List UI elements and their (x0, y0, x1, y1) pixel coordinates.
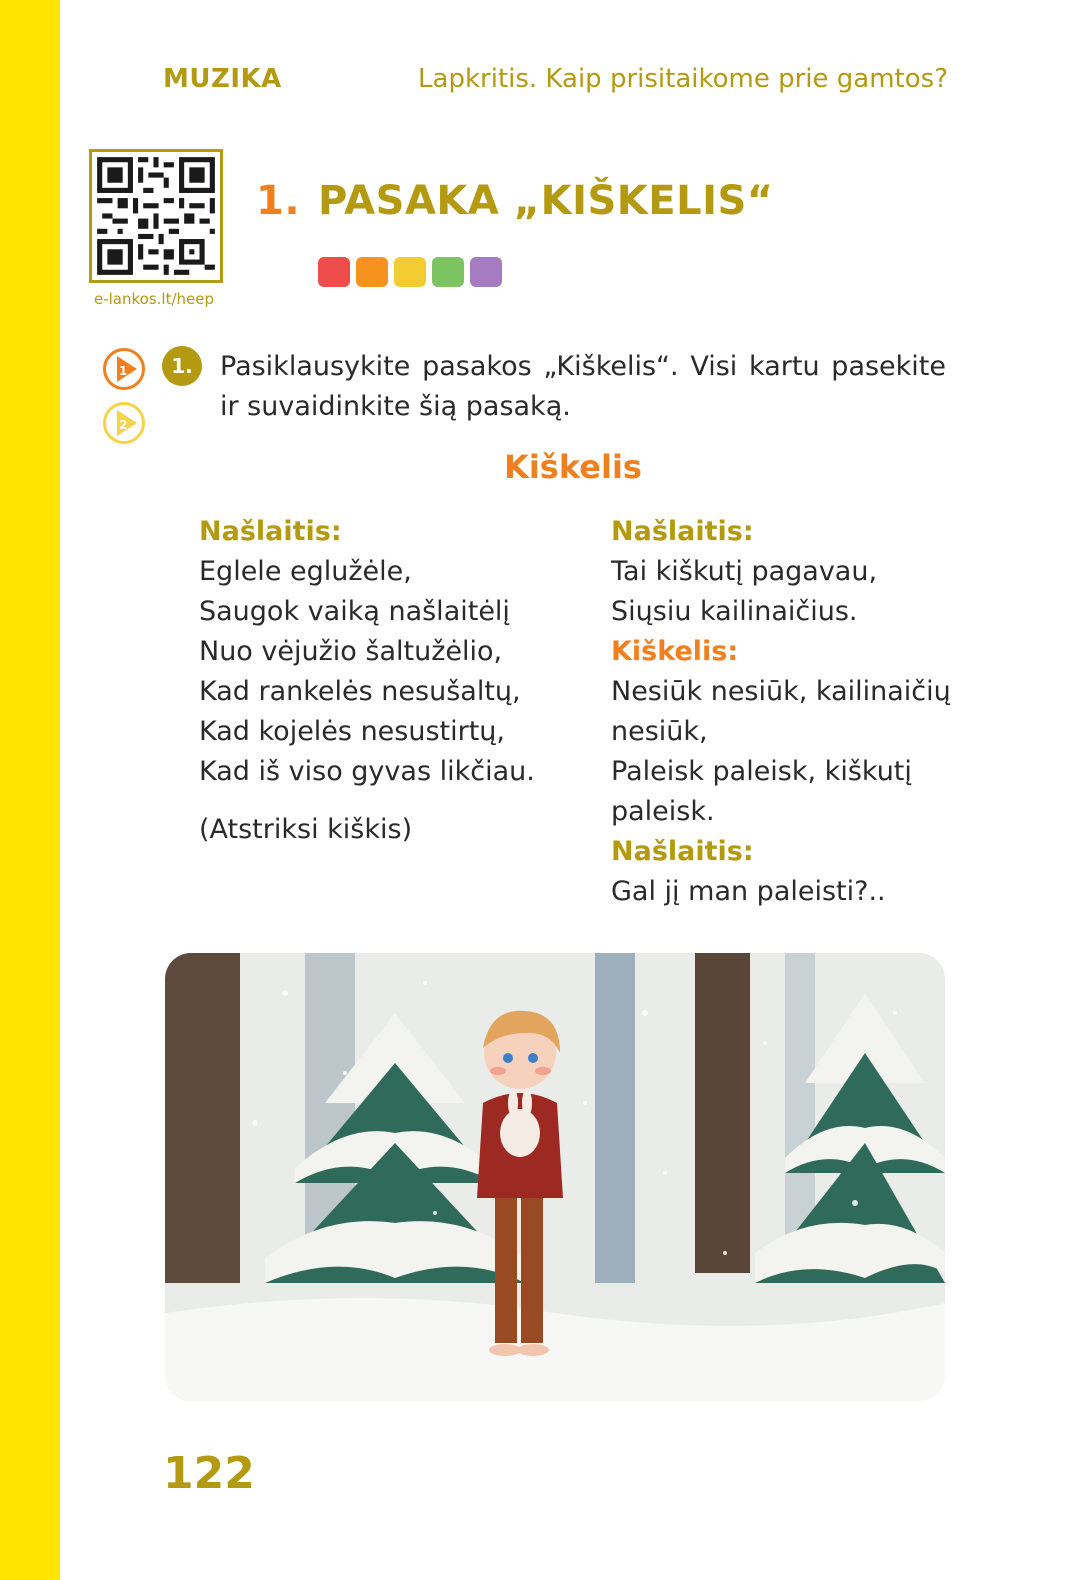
swatch-purple (470, 257, 502, 287)
story-title: Kiškelis (504, 448, 642, 486)
task-number-badge: 1. (162, 346, 202, 386)
swatch-red (318, 257, 350, 287)
speaker-label: Našlaitis: (199, 516, 342, 547)
swatch-yellow (394, 257, 426, 287)
speaker-label: Našlaitis: (611, 516, 754, 547)
page-number: 122 (163, 1448, 255, 1499)
verse-line: Gal jį man paleisti?.. (611, 876, 886, 907)
winter-forest-illustration (165, 953, 945, 1401)
verse-line: Kad kojelės nesustirtų, (199, 716, 506, 747)
side-color-strip (0, 0, 60, 1580)
audio-button-2[interactable] (103, 402, 145, 444)
stage-direction: (Atstriksi kiškis) (199, 814, 413, 845)
verse-line: Tai kiškutį pagavau, (611, 556, 878, 587)
qr-code[interactable] (89, 149, 223, 283)
verse-line: Nesiūk nesiūk, kailinaičių (611, 676, 951, 707)
qr-code-icon (92, 152, 220, 280)
swatch-orange (356, 257, 388, 287)
speaker-label: Kiškelis: (611, 636, 739, 667)
verse-line: Eglele eglužėle, (199, 556, 412, 587)
lesson-title (256, 178, 774, 224)
swatch-green (432, 257, 464, 287)
play-icon (106, 351, 142, 387)
verse-line: Saugok vaiką našlaitėlį (199, 596, 510, 627)
illustration-image (165, 953, 945, 1401)
lesson-title-text: PASAKA „KIŠKELIS“ (318, 178, 774, 224)
subject-header: MUZIKA (163, 64, 282, 94)
verse-line: Kad rankelės nesušaltų, (199, 676, 521, 707)
verse-line: Nuo vėjužio šaltužėlio, (199, 636, 503, 667)
audio-button-2-label: 2 (119, 418, 128, 432)
verse-line: Kad iš viso gyvas likčiau. (199, 756, 535, 787)
speaker-label: Našlaitis: (611, 836, 754, 867)
story-right-column (611, 512, 961, 912)
color-swatches (318, 257, 502, 287)
verse-line: Paleisk paleisk, kiškutį (611, 756, 912, 787)
play-icon (106, 405, 142, 441)
audio-button-1[interactable] (103, 348, 145, 390)
task-instruction: Pasiklausykite pasakos „Kiškelis“. Visi kartu pasekite ir suvaidinkite šią pasaką. (220, 351, 946, 422)
topic-header: Lapkritis. Kaip prisitaikome prie gamtos? (418, 64, 948, 94)
audio-button-1-label: 1 (119, 364, 128, 378)
verse-line: Siųsiu kailinaičius. (611, 596, 858, 627)
verse-line: nesiūk, (611, 716, 708, 747)
qr-link[interactable]: e-lankos.lt/heep (94, 290, 215, 308)
verse-line: paleisk. (611, 796, 715, 827)
story-left-column (199, 512, 579, 850)
lesson-number: 1. (256, 178, 301, 224)
